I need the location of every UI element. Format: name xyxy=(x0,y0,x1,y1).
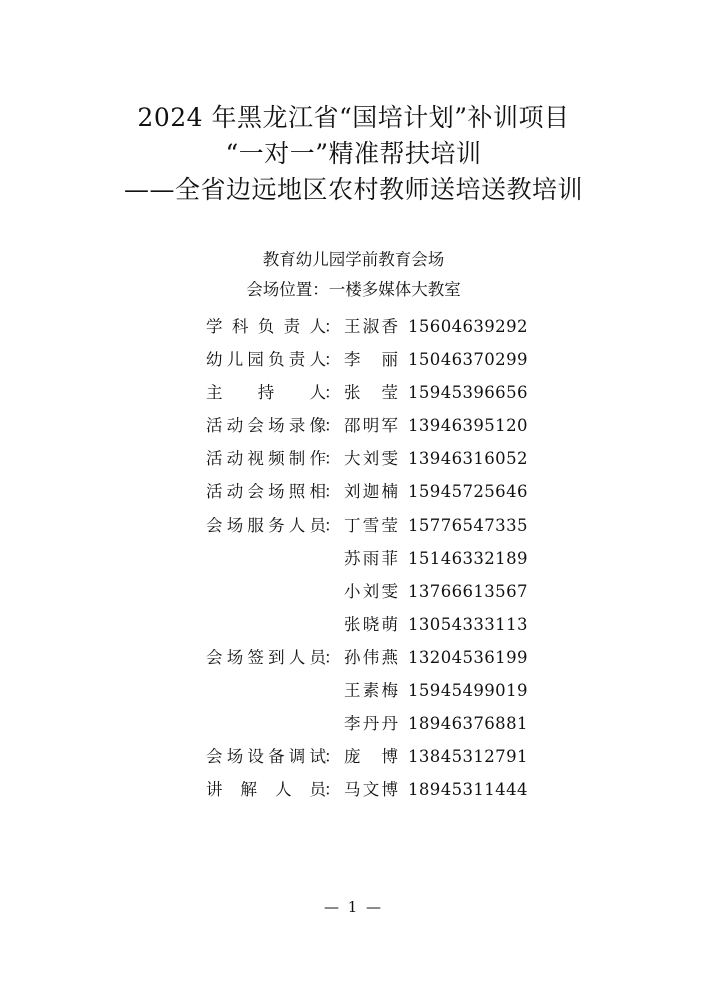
staff-phone: 13054333113 xyxy=(408,614,528,634)
staff-name: 孙伟燕 xyxy=(344,647,398,667)
staff-colon: ： xyxy=(324,383,341,403)
staff-colon: ： xyxy=(324,350,341,370)
staff-name: 庞博 xyxy=(344,747,398,767)
staff-phone: 15776547335 xyxy=(408,515,528,535)
staff-phone: 13204536199 xyxy=(408,647,528,667)
staff-row xyxy=(206,376,566,409)
staff-name: 马文博 xyxy=(344,780,398,800)
staff-colon: ： xyxy=(324,317,341,336)
staff-role: 会场设备调试 xyxy=(206,747,326,767)
title-line-3: ——全省边远地区农村教师送培送教培训 xyxy=(123,175,583,204)
staff-role: 活动会场照相 xyxy=(206,482,326,502)
staff-list xyxy=(206,310,566,806)
staff-name: 邵明军 xyxy=(344,416,398,436)
staff-role: 会场服务人员 xyxy=(206,515,326,535)
staff-role: 活动视频制作 xyxy=(206,449,326,469)
staff-row xyxy=(206,740,566,773)
staff-colon: ： xyxy=(324,747,341,767)
staff-phone: 13845312791 xyxy=(408,747,528,767)
staff-row xyxy=(206,475,566,508)
staff-row xyxy=(206,343,566,376)
staff-phone: 18945311444 xyxy=(408,780,528,800)
staff-name: 李丹丹 xyxy=(344,714,398,734)
title-line-2: “一对一”精准帮扶培训 xyxy=(225,139,482,168)
staff-row xyxy=(206,674,566,707)
staff-row xyxy=(206,608,566,641)
staff-name: 小刘雯 xyxy=(344,581,398,601)
staff-colon: ： xyxy=(324,449,341,469)
staff-row xyxy=(206,641,566,674)
staff-name: 刘迦楠 xyxy=(344,482,398,502)
staff-phone: 15945499019 xyxy=(408,681,528,701)
staff-phone: 15945396656 xyxy=(408,383,528,403)
staff-role: 活动会场录像 xyxy=(206,416,326,436)
staff-role: 主持人 xyxy=(206,383,326,403)
staff-phone: 13766613567 xyxy=(408,581,528,601)
staff-phone: 13946316052 xyxy=(408,449,528,469)
venue-info xyxy=(0,245,707,305)
staff-role: 会场签到人员 xyxy=(206,647,326,667)
staff-phone: 15604639292 xyxy=(408,317,528,336)
staff-colon: ： xyxy=(324,416,341,436)
staff-name: 丁雪莹 xyxy=(344,515,398,535)
staff-name: 大刘雯 xyxy=(344,449,398,469)
staff-row xyxy=(206,773,566,806)
staff-role: 幼儿园负责人 xyxy=(206,350,326,370)
staff-row xyxy=(206,310,566,343)
staff-name: 张莹 xyxy=(344,383,398,403)
staff-colon: ： xyxy=(324,482,341,502)
title-line-1: 2024 年黑龙江省“国培计划”补训项目 xyxy=(137,103,570,132)
staff-name: 王素梅 xyxy=(344,681,398,701)
staff-name: 王淑香 xyxy=(344,317,398,336)
staff-row xyxy=(206,409,566,442)
page-number: — 1 — xyxy=(323,898,384,916)
staff-role: 学科负责人 xyxy=(206,317,326,336)
staff-row xyxy=(206,707,566,740)
staff-phone: 18946376881 xyxy=(408,714,528,734)
staff-colon: ： xyxy=(324,647,341,667)
staff-row xyxy=(206,442,566,475)
staff-row xyxy=(206,509,566,542)
staff-role: 讲解人员 xyxy=(206,780,326,800)
staff-name: 苏雨菲 xyxy=(344,548,398,568)
staff-colon: ： xyxy=(324,515,341,535)
document-title xyxy=(0,100,707,208)
staff-phone: 15146332189 xyxy=(408,548,528,568)
staff-name: 张晓萌 xyxy=(344,614,398,634)
staff-phone: 15945725646 xyxy=(408,482,528,502)
staff-phone: 13946395120 xyxy=(408,416,528,436)
staff-row xyxy=(206,542,566,575)
venue-location: 会场位置：一楼多媒体大教室 xyxy=(246,280,461,299)
staff-name: 李丽 xyxy=(344,350,398,370)
staff-row xyxy=(206,575,566,608)
venue-name: 教育幼儿园学前教育会场 xyxy=(262,250,445,269)
staff-colon: ： xyxy=(324,780,341,800)
staff-phone: 15046370299 xyxy=(408,350,528,370)
